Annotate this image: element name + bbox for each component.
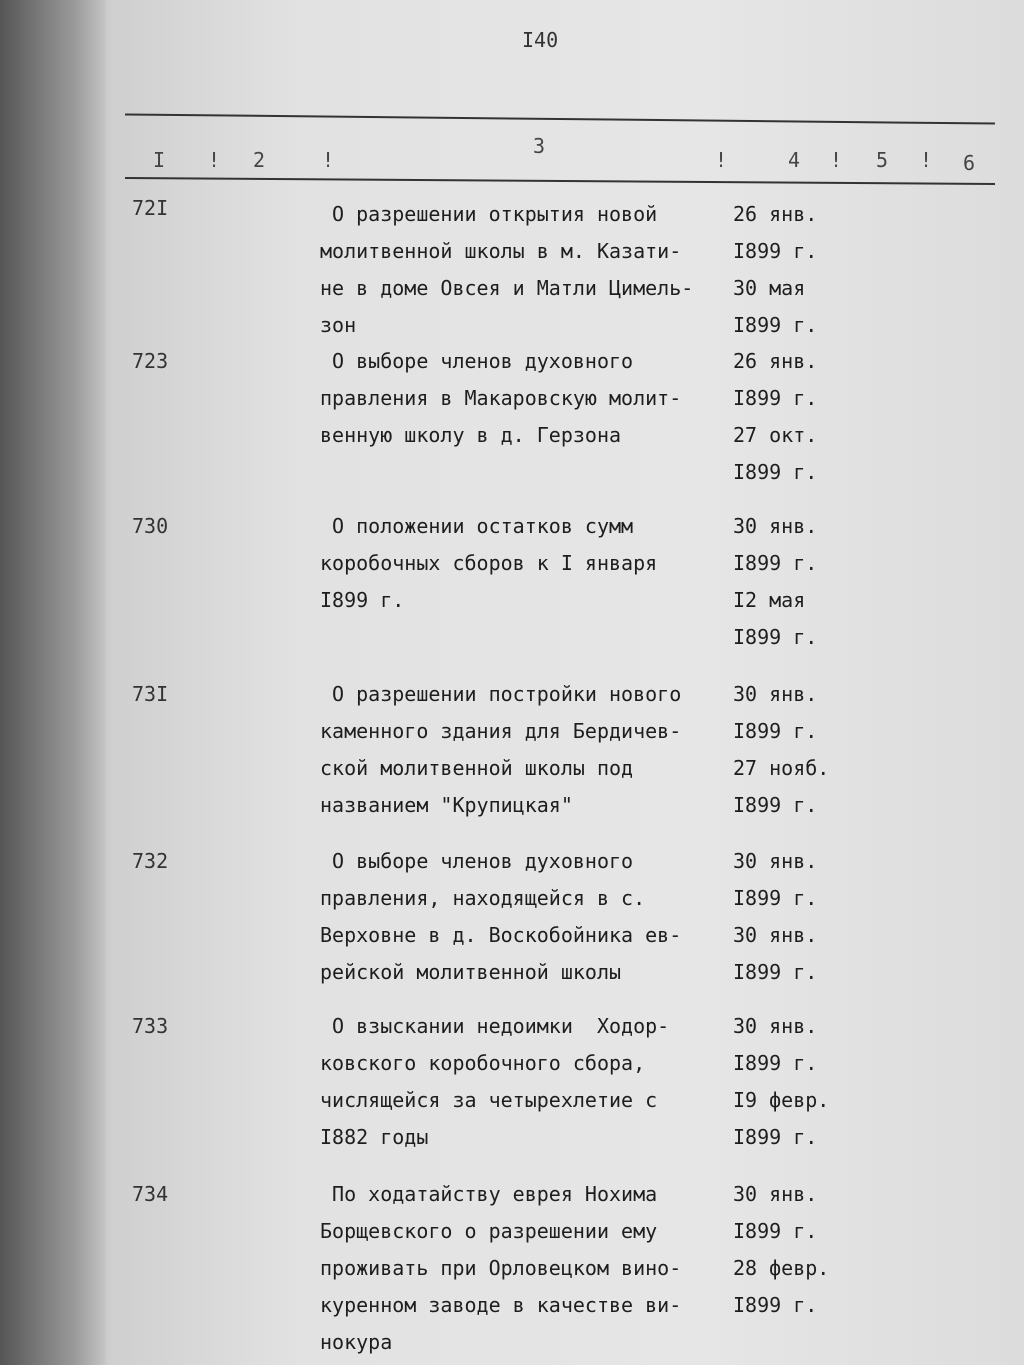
date-line: I899 г. <box>733 960 818 984</box>
date-line: 26 янв. <box>733 349 818 373</box>
date-line: I899 г. <box>733 1125 818 1149</box>
title-line: молитвенной школы в м. Казати- <box>320 239 682 263</box>
title-line: О выборе членов духовного <box>320 349 634 373</box>
entry-title <box>320 196 693 344</box>
title-line: По ходатайству еврея Нохима <box>320 1182 658 1206</box>
date-line: I899 г. <box>733 1051 818 1075</box>
title-line: проживать при Орловецком вино- <box>320 1256 682 1280</box>
title-line: О положении остатков сумм <box>320 514 634 538</box>
title-line: венную школу в д. Герзона <box>320 423 622 447</box>
date-line: I899 г. <box>733 460 818 484</box>
date-line: I899 г. <box>733 793 818 817</box>
entry-number: 730 <box>132 514 169 538</box>
entry-dates <box>733 196 817 344</box>
entry-dates <box>733 676 829 824</box>
date-line: I899 г. <box>733 1219 818 1243</box>
page-number: I40 <box>522 28 559 52</box>
entry-number: 732 <box>132 849 169 873</box>
title-line: Верховне в д. Воскобойника ев- <box>320 923 682 947</box>
entry-dates <box>733 508 817 656</box>
date-line: 30 янв. <box>733 682 818 706</box>
date-line: 30 янв. <box>733 1014 818 1038</box>
date-line: 28 февр. <box>733 1256 830 1280</box>
entry-title <box>320 343 681 454</box>
entry-number: 733 <box>132 1014 169 1038</box>
col-3: 3 <box>533 134 546 158</box>
title-line: О разрешении открытия новой <box>320 202 658 226</box>
date-line: 30 мая <box>733 276 806 300</box>
date-line: I899 г. <box>733 719 818 743</box>
col-1: I <box>153 148 166 172</box>
date-line: I899 г. <box>733 239 818 263</box>
date-line: I899 г. <box>733 1293 818 1317</box>
date-line: 27 окт. <box>733 423 818 447</box>
entry-title <box>320 676 681 824</box>
entry-number: 73I <box>132 682 169 706</box>
entry-dates <box>733 1008 829 1156</box>
date-line: 30 янв. <box>733 1182 818 1206</box>
title-line: I882 годы <box>320 1125 429 1149</box>
title-line: О взыскании недоимки Ходор- <box>320 1014 670 1038</box>
entry-title <box>320 1008 669 1156</box>
date-line: 26 янв. <box>733 202 818 226</box>
date-line: I899 г. <box>733 886 818 910</box>
col-sep: ! <box>322 148 335 172</box>
title-line: О выборе членов духовного <box>320 849 634 873</box>
date-line: 30 янв. <box>733 514 818 538</box>
title-line: ковского коробочного сбора, <box>320 1051 646 1075</box>
entry-number: 72I <box>132 196 169 220</box>
date-line: 30 янв. <box>733 849 818 873</box>
date-line: I899 г. <box>733 386 818 410</box>
date-line: I899 г. <box>733 551 818 575</box>
col-4: 4 <box>788 148 801 172</box>
title-line: Борщевского о разрешении ему <box>320 1219 658 1243</box>
col-6: 6 <box>963 151 976 175</box>
header-top-rule <box>125 113 995 124</box>
title-line: I899 г. <box>320 588 405 612</box>
title-line: ской молитвенной школы под <box>320 756 634 780</box>
title-line: правления, находящейся в с. <box>320 886 646 910</box>
title-line: не в доме Овсея и Матли Цимель- <box>320 276 694 300</box>
entry-title <box>320 1176 681 1361</box>
entry-title <box>320 508 657 619</box>
entry-dates <box>733 843 817 991</box>
title-line: куренном заводе в качестве ви- <box>320 1293 682 1317</box>
title-line: зон <box>320 313 357 337</box>
entry-dates <box>733 1176 829 1324</box>
col-sep: ! <box>208 148 221 172</box>
page-edge-shadow <box>0 0 105 1365</box>
date-line: I2 мая <box>733 588 806 612</box>
date-line: I899 г. <box>733 625 818 649</box>
title-line: названием "Крупицкая" <box>320 793 573 817</box>
col-5: 5 <box>876 148 889 172</box>
date-line: 27 нояб. <box>733 756 830 780</box>
title-line: рейской молитвенной школы <box>320 960 622 984</box>
title-line: О разрешении постройки нового <box>320 682 682 706</box>
entry-dates <box>733 343 817 491</box>
col-sep: ! <box>715 148 728 172</box>
title-line: числящейся за четырехлетие с <box>320 1088 658 1112</box>
col-sep: ! <box>920 148 933 172</box>
col-2: 2 <box>253 148 266 172</box>
col-sep: ! <box>830 148 843 172</box>
entry-title <box>320 843 681 991</box>
title-line: каменного здания для Бердичев- <box>320 719 682 743</box>
date-line: 30 янв. <box>733 923 818 947</box>
date-line: I9 февр. <box>733 1088 830 1112</box>
entry-number: 723 <box>132 349 169 373</box>
date-line: I899 г. <box>733 313 818 337</box>
title-line: нокура <box>320 1330 393 1354</box>
entry-number: 734 <box>132 1182 169 1206</box>
header-bottom-rule <box>125 177 995 185</box>
title-line: коробочных сборов к I января <box>320 551 658 575</box>
title-line: правления в Макаровскую молит- <box>320 386 682 410</box>
